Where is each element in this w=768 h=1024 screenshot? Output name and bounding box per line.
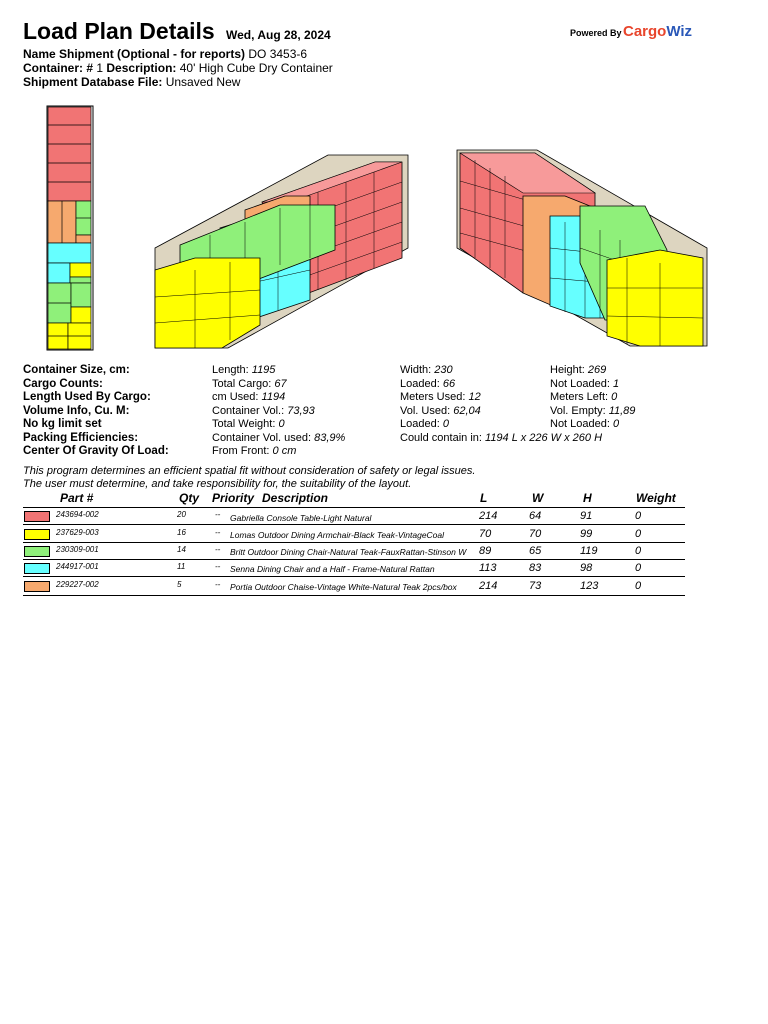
row-color-swatch [24,529,50,540]
info-weight-not-loaded-value: 0 [613,418,620,430]
info-container-vol [212,405,315,417]
row-priority: -- [215,562,221,571]
info-label-center-of-gravity: Center Of Gravity Of Load: [23,445,169,457]
info-meters-left [550,391,617,403]
page-title: Load Plan Details [23,18,215,44]
container-3d-view-front [150,150,415,355]
row-w: 70 [529,528,542,540]
info-meters-left-value: 0 [611,391,618,403]
row-h: 98 [580,562,593,574]
info-label-container-size: Container Size, cm: [23,364,130,376]
row-qty: 16 [177,528,186,537]
info-cm-used-label: cm Used: [212,391,259,403]
col-header-l: L [480,491,488,505]
cargowiz-logo [623,23,692,40]
row-part: 237629-003 [56,528,99,537]
row-l: 214 [479,580,498,592]
info-label-length-used: Length Used By Cargo: [23,391,151,403]
info-length-label: Length: [212,364,249,376]
row-qty: 20 [177,510,186,519]
info-total-cargo-label: Total Cargo: [212,378,272,390]
row-description: Senna Dining Chair and a Half - Frame-Natural Rattan [230,564,435,574]
info-total-weight-value: 0 [278,418,285,430]
info-vol-empty [550,405,635,417]
row-weight: 0 [635,510,642,522]
container-number: 1 [96,61,104,75]
row-priority: -- [215,545,221,554]
info-height [550,364,606,376]
info-label-cargo-counts: Cargo Counts: [23,378,103,390]
row-weight: 0 [635,545,642,557]
col-header-priority: Priority [212,491,255,505]
info-container-vol-used-value: 83,9% [314,432,346,444]
row-qty: 5 [177,580,182,589]
row-l: 70 [479,528,492,540]
info-weight-loaded-label: Loaded: [400,418,440,430]
powered-by-label: Powered By [570,28,622,38]
table-rule [23,507,685,508]
info-label-packing-efficiencies: Packing Efficiencies: [23,432,139,444]
info-from-front [212,445,296,457]
row-description: Portia Outdoor Chaise-Vintage White-Natural Teak 2pcs/box [230,582,457,592]
info-from-front-value: 0 cm [272,445,297,457]
container-3d-view-rear [455,148,710,353]
info-loaded [400,378,455,390]
info-container-vol-label: Container Vol.: [212,405,285,417]
info-total-weight [212,418,285,430]
row-divider [23,595,685,596]
info-total-cargo-value: 67 [274,378,287,390]
info-length [212,364,275,376]
info-total-weight-label: Total Weight: [212,418,276,430]
disclaimer-line-2: The user must determine, and take responsibility for, the suitability of the layout. [23,478,412,490]
col-header-h: H [583,491,592,505]
description-label: Description: [106,61,177,75]
info-label-volume-info: Volume Info, Cu. M: [23,405,130,417]
row-w: 83 [529,562,542,574]
info-container-vol-used-label: Container Vol. used: [212,432,312,444]
row-weight: 0 [635,528,642,540]
row-part: 230309-001 [56,545,99,554]
dbfile-value: Unsaved New [165,75,241,89]
info-could-contain-value: 1194 L x 226 W x 260 H [485,432,603,444]
col-header-part: Part # [60,491,94,505]
info-container-vol-value: 73,93 [287,405,315,417]
info-width-label: Width: [400,364,432,376]
row-description: Britt Outdoor Dining Chair-Natural Teak-FauxRattan-Stinson W [230,547,467,557]
row-qty: 14 [177,545,186,554]
shipment-name-line [23,47,307,61]
row-divider [23,559,685,560]
shipment-name-value: DO 3453-6 [248,47,308,61]
disclaimer-line-1: This program determines an efficient spatial fit without consideration of safety or legal issues. [23,465,476,477]
info-height-value: 269 [587,364,607,376]
row-h: 91 [580,510,593,522]
col-header-qty: Qty [179,491,200,505]
row-divider [23,542,685,543]
info-length-value: 1195 [251,364,276,376]
brand-part-1: Cargo [623,23,667,40]
col-header-weight: Weight [636,491,676,505]
info-not-loaded-value: 1 [613,378,620,390]
row-w: 65 [529,545,542,557]
info-weight-loaded-value: 0 [442,418,449,430]
info-meters-left-label: Meters Left: [550,391,609,403]
info-from-front-label: From Front: [212,445,270,457]
info-could-contain [400,432,602,444]
info-width-value: 230 [434,364,453,376]
info-vol-used-value: 62,04 [453,405,481,417]
row-h: 119 [580,545,598,557]
row-priority: -- [215,510,221,519]
row-divider [23,576,685,577]
row-weight: 0 [635,562,642,574]
info-loaded-value: 66 [442,378,456,390]
row-h: 123 [580,580,599,592]
info-weight-not-loaded [550,418,619,430]
shipment-name-label: Name Shipment (Optional - for reports) [23,47,246,61]
info-meters-used-label: Meters Used: [400,391,466,403]
info-total-cargo [212,378,287,390]
row-color-swatch [24,563,50,574]
row-w: 64 [529,510,542,522]
info-vol-empty-value: 11,89 [608,405,636,417]
info-width [400,364,453,376]
row-priority: -- [215,580,221,589]
row-description: Lomas Outdoor Dining Armchair-Black Teak-VintageCoal [230,530,445,540]
info-vol-used-label: Vol. Used: [400,405,451,417]
row-divider [23,524,685,525]
info-could-contain-label: Could contain in: [400,432,482,444]
info-weight-loaded [400,418,449,430]
description-value: 40' High Cube Dry Container [179,61,333,75]
info-cm-used [212,391,285,403]
info-not-loaded [550,378,619,390]
row-w: 73 [529,580,542,592]
info-meters-used [400,391,481,403]
row-color-swatch [24,511,50,522]
info-not-loaded-label: Not Loaded: [550,378,610,390]
container-label: Container: # [23,61,94,75]
info-meters-used-value: 12 [468,391,481,403]
row-priority: -- [215,528,221,537]
row-color-swatch [24,581,50,592]
row-l: 89 [479,545,492,557]
col-header-w: W [532,491,544,505]
row-part: 244917-001 [56,562,99,571]
container-top-view [44,103,96,353]
row-part: 229227-002 [56,580,99,589]
info-cm-used-value: 1194 [261,391,286,403]
container-line [23,61,333,75]
col-header-description: Description [262,491,329,505]
row-h: 99 [580,528,593,540]
info-container-vol-used [212,432,345,444]
row-part: 243694-002 [56,510,99,519]
row-l: 214 [479,510,498,522]
info-weight-not-loaded-label: Not Loaded: [550,418,610,430]
brand-part-2: Wiz [666,23,693,40]
info-loaded-label: Loaded: [400,378,440,390]
info-label-kg-limit: No kg limit set [23,418,102,430]
row-color-swatch [24,546,50,557]
dbfile-line [23,75,240,89]
info-vol-empty-label: Vol. Empty: [550,405,606,417]
row-description: Gabriella Console Table-Light Natural [230,513,372,523]
report-date: Wed, Aug 28, 2024 [226,28,331,42]
row-qty: 11 [177,562,186,571]
row-l: 113 [479,562,497,574]
dbfile-label: Shipment Database File: [23,75,163,89]
row-weight: 0 [635,580,642,592]
info-height-label: Height: [550,364,585,376]
info-vol-used [400,405,481,417]
